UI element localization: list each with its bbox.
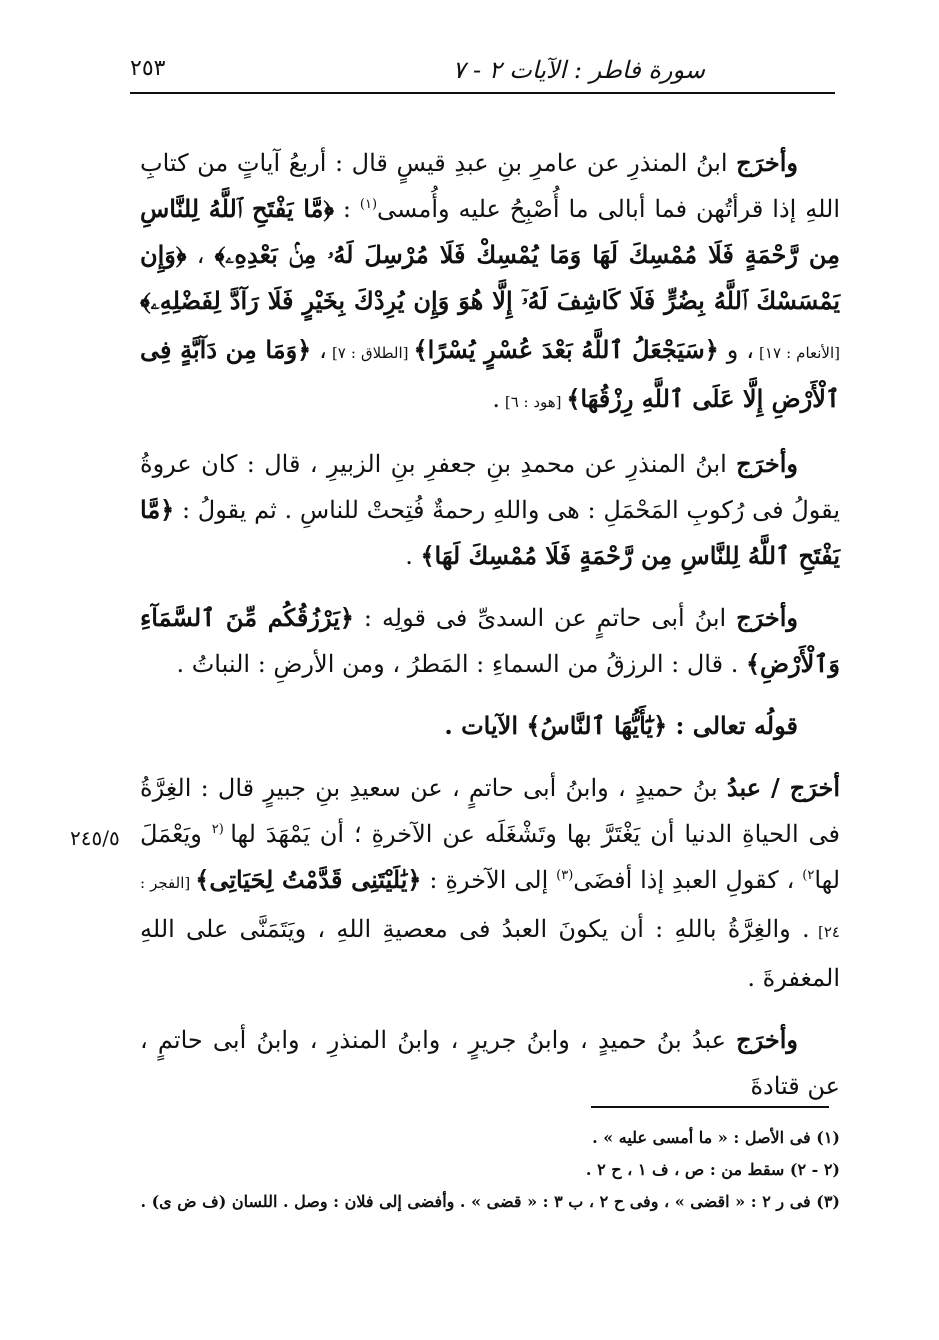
footnote-rule (591, 1106, 829, 1108)
text-run: ، (186, 241, 215, 269)
footnote-marker: ٢) (802, 868, 815, 883)
text-run: ابنُ المنذرِ عن عامرِ بنِ عبدِ قيسٍ قال : أربعُ آياتٍ من كتابِ اللهِ إذا قرأتُهن فما أبالى ما أُصْبِحُ عليه وأُمسى (140, 149, 841, 223)
quran-quote: ﴿يَٰٓأَيُّهَا ٱلنَّاسُ﴾ (526, 711, 676, 740)
text-run: بنُ حميدٍ ، وابنُ أبى حاتمٍ ، عن سعيدِ بنِ جبيرٍ قال : الغِرَّةُ فى الحياةِ الدنيا أن يَغْتَرَّ بها وتَشْغَلَه عن الآخرةِ ؛ أن يَمْهَدَ لها (140, 774, 840, 848)
text-run: . والغِرَّةُ باللهِ : أن يكونَ العبدُ فى معصيةِ اللهِ ، ويَتَمَنَّى على اللهِ المغفرةَ . (140, 915, 840, 992)
footnote-3: (٣) فى ر ٢ : « اقضى » ، وفى ح ٢ ، ب ٣ : « قضى » . وأفضى إلى فلان : وصل . اللسان (ف ض ى) . (140, 1192, 840, 1211)
margin-reference: ٢٤٥/٥ (70, 826, 120, 850)
paragraph-5 (140, 1017, 840, 1109)
verse-reference: [الأنعام : ١٧] (753, 344, 841, 362)
text-run: ابنُ المنذرِ عن محمدِ بنِ جعفرِ بنِ الزبيرِ ، قال : كان عروةُ يقولُ فى رُكوبِ المَحْمَلِ : هى واللهِ رحمةٌ فُتِحتْ للناسِ . ثم يقولُ : (140, 450, 840, 524)
text-run: ، (311, 336, 327, 364)
text-run: ، كقولِ العبدِ إذا أفضَى (573, 866, 803, 894)
text-run: . (492, 385, 501, 413)
section-heading (140, 703, 840, 749)
quran-quote: ﴿مَّا يَفْتَحِ ٱللَّهُ لِلنَّاسِ مِن رَّحْمَةٍ فَلَا مُمْسِكَ لَهَا وَمَا يُمْسِكْ فَلَا مُرْسِلَ لَهُۥ مِنۢ بَعْدِهِۦ﴾ (140, 194, 840, 269)
text-run: . قال : الرزقُ من السماءِ : المَطرُ ، ومن الأرضِ : النباتُ . (176, 650, 746, 678)
footnotes (140, 1122, 840, 1218)
paragraph-3 (140, 595, 840, 687)
paragraph-lead: أخرَج / عبدُ (726, 773, 841, 802)
footnote-marker: (٣) (556, 868, 574, 883)
header-rule (130, 92, 835, 94)
text-run: ابنُ أبى حاتمٍ عن السدىِّ فى قولِه : (353, 604, 737, 632)
text-run: عبدُ بنُ حميدٍ ، وابنُ جريرٍ ، وابنُ المنذرِ ، وابنُ أبى حاتمٍ ، عن قتادةَ (140, 1026, 840, 1100)
footnote-1: (١) فى الأصل : « ما أمسى عليه » . (592, 1128, 840, 1147)
paragraph-4 (140, 765, 840, 1001)
footnote-marker: (١) (359, 197, 378, 212)
quran-quote: ﴿وَمَا مِن دَآبَّةٍ فِى ٱلْأَرْضِ إِلَّا عَلَى ٱللَّهِ رِزْقُهَا﴾ (140, 335, 840, 413)
heading-lead: قولُه تعالى : (675, 711, 798, 740)
text-run: ويَعْمَلَ لها (140, 820, 841, 894)
text-run: ، و (718, 336, 754, 364)
verse-reference: [الطلاق : ٧] (326, 344, 414, 362)
text-run: : (334, 195, 360, 223)
quran-quote: ﴿وَإِن يَمْسَسْكَ ٱللَّهُ بِضُرٍّ فَلَا كَاشِفَ لَهُۥٓ إِلَّا هُوَ وَإِن يُرِدْكَ بِخَيْرٍ فَلَا رَآدَّ لِفَضْلِهِۦ﴾ (140, 240, 840, 315)
page-number: ٢٥٣ (130, 56, 166, 81)
quran-quote: ﴿يَرْزُقُكُم مِّنَ ٱلسَّمَآءِ وَٱلْأَرْضِ﴾ (140, 603, 840, 678)
footnote-marker: (٢ (211, 822, 231, 837)
footnote-2: (٢ - ٢) سقط من : ص ، ف ١ ، ح ٢ . (585, 1160, 840, 1179)
paragraph-lead: وأخرَج (736, 603, 798, 632)
header-title: سورة فاطر : الآيات ٢ - ٧ (452, 56, 705, 84)
paragraph-lead: وأخرَج (736, 449, 798, 478)
quran-quote: ﴿يَٰلَيْتَنِى قَدَّمْتُ لِحَيَاتِى﴾ (195, 865, 422, 894)
text-run: إلى الآخرةِ : (421, 866, 557, 894)
text-run: الآيات . (444, 711, 527, 740)
verse-reference: [هود : ٦] (500, 393, 567, 411)
verse-reference: [الفجر : ٢٤] (140, 874, 840, 941)
main-text (140, 140, 840, 1125)
paragraph-1 (140, 140, 840, 425)
quran-quote: ﴿سَيَجْعَلُ ٱللَّهُ بَعْدَ عُسْرٍ يُسْرًا﴾ (413, 335, 719, 364)
quran-quote: ﴿مَّا يَفْتَحِ ٱللَّهُ لِلنَّاسِ مِن رَّحْمَةٍ فَلَا مُمْسِكَ لَهَا﴾ (140, 495, 840, 570)
paragraph-lead: وأخرَج (736, 1025, 798, 1054)
paragraph-2 (140, 441, 840, 579)
text-run: . (405, 542, 421, 570)
running-header (130, 50, 835, 94)
paragraph-lead: وأخرَج (736, 148, 798, 177)
